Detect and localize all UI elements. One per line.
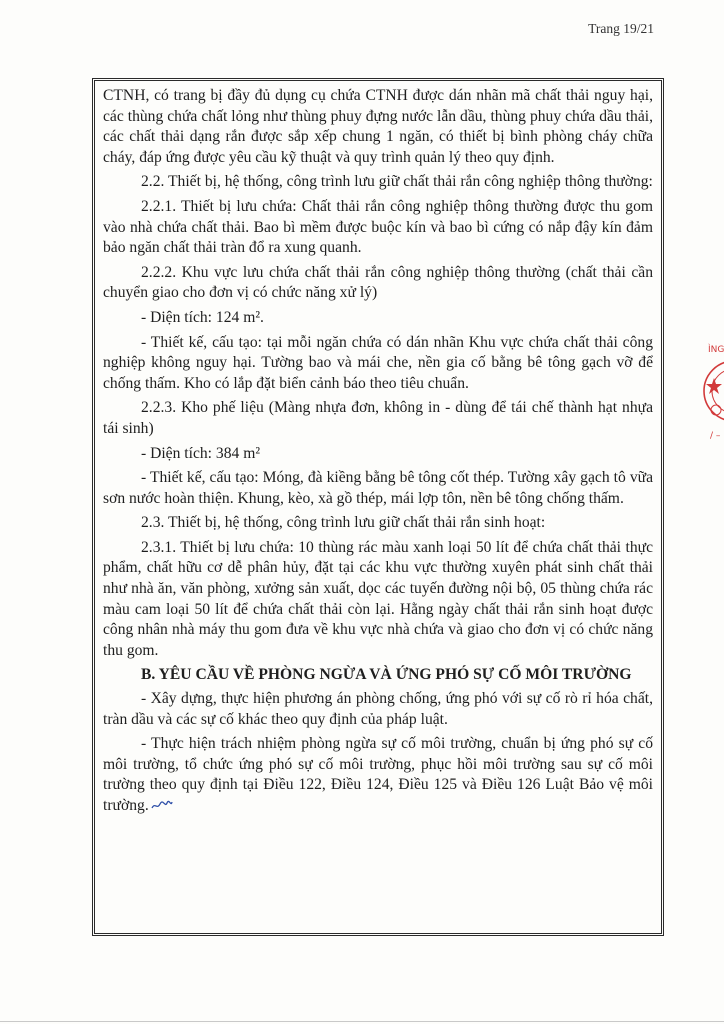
scan-edge-line [0,1021,724,1022]
paragraph: - Diện tích: 384 m² [141,444,261,462]
handwritten-initials [149,797,173,814]
section-heading: B. YÊU CẦU VỀ PHÒNG NGỪA VÀ ỨNG PHÓ SỰ CỐ MÔI TRƯỜNG [141,666,632,684]
svg-text:ÌNG: ÌNG [708,345,724,355]
svg-text:/ –: / – [710,431,721,441]
paragraph: 2.3. Thiết bị, hệ thống, công trình lưu giữ chất thải rắn sinh hoạt: [141,514,546,532]
bordered-content-box [92,78,664,936]
paragraph: 2.2.2. Khu vực lưu chứa chất thải rắn công nghiệp thông thường (chất thải cần chuyển giao cho đơn vị có chức năng xử lý) [103,263,653,302]
paragraph: - Thiết kế, cấu tạo: Móng, đà kiềng bằng bê tông cốt thép. Tường xây gạch tô vữa sơn nước hoàn thiện. Khung, kèo, xà gồ thép, mái lợp tôn, nền bê tông chống thấm. [103,469,653,507]
paragraph: - Thực hiện trách nhiệm phòng ngừa sự cố môi trường, chuẩn bị ứng phó sự cố môi trường, tổ chức ứng phó sự cố môi trường, phục hồi môi trường sau sự cố môi trường theo quy định tại Điều 122, Điều 124, Điều 125 và Điều 126 Luật Bảo vệ môi trường. [103,735,653,814]
paragraph: - Xây dựng, thực hiện phương án phòng chống, ứng phó với sự cố rò rỉ hóa chất, tràn dầu và các sự cố khác theo quy định của pháp luật. [103,690,653,728]
side-stamp-fragment [698,326,724,456]
page-number: Trang 19/21 [588,21,654,36]
document-body [103,86,653,817]
paragraph: - Diện tích: 124 m². [141,308,264,326]
paragraph: 2.2.3. Kho phế liệu (Màng nhựa đơn, không in - dùng để tái chế thành hạt nhựa tái sinh) [103,399,653,437]
paragraph: 2.3.1. Thiết bị lưu chứa: 10 thùng rác màu xanh loại 50 lít để chứa chất thải thực phẩm, chất hữu cơ dễ phân hủy, đặt tại các khu vực thường xuyên phát sinh chất thải như nhà ăn, văn phòng, xưởng sản xuất, dọc các tuyến đường nội bộ, 05 thùng chứa rác màu cam loại 50 lít để chứa chất thải còn lại. Hằng ngày chất thải rắn sinh hoạt được công nhân nhà máy thu gom đưa về khu vực nhà chứa và giao cho đơn vị có chức năng thu gom. [103,538,653,659]
paragraph: - Thiết kế, cấu tạo: tại mỗi ngăn chứa có dán nhãn Khu vực chứa chất thải công nghiệp không nguy hại. Tường bao và mái che, nền gia cố bằng bê tông gạch vỡ để chống thấm. Kho có lắp đặt biển cảnh báo theo tiêu chuẩn. [103,333,653,392]
paragraph: CTNH, có trang bị đầy đủ dụng cụ chứa CTNH được dán nhãn mã chất thải nguy hại, các thùng chứa chất lỏng như thùng phuy đựng nước lẫn dầu, thùng phuy chứa dầu thải, các chất thải dạng rắn được sắp xếp chung 1 ngăn, có thiết bị bình phòng cháy chữa cháy, đáp ứng được yêu cầu kỹ thuật và quy trình quản lý theo quy định. [103,87,653,166]
paragraph: 2.2.1. Thiết bị lưu chứa: Chất thải rắn công nghiệp thông thường được thu gom vào nhà chứa chất thải. Bao bì mềm được buộc kín và bao bì cứng có nắp đậy kín đảm bảo ngăn chất thải tràn đổ ra xung quanh. [103,197,653,257]
paragraph: 2.2. Thiết bị, hệ thống, công trình lưu giữ chất thải rắn công nghiệp thông thường: [141,173,653,191]
